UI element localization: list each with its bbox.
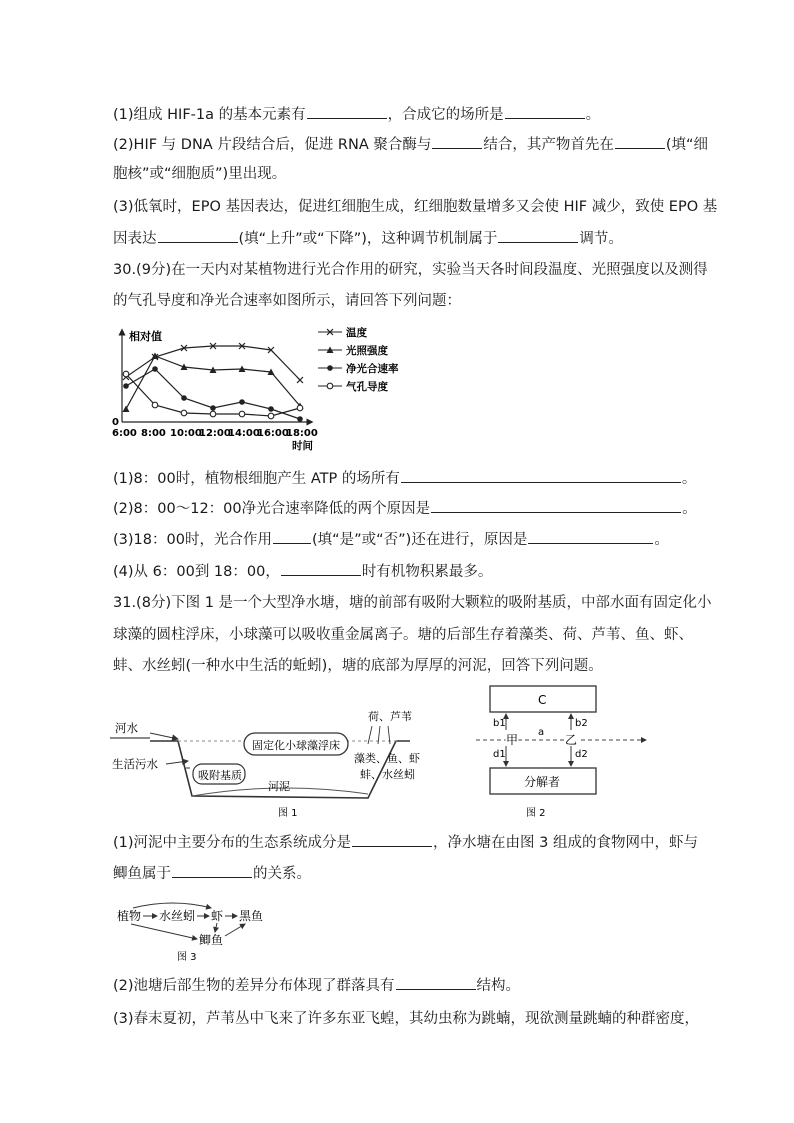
q31-sub1-cont: 鲫鱼属于 的关系。 bbox=[113, 863, 311, 884]
q31-sub3: (3)春末夏初，芦苇丛中飞来了许多东亚飞蝗，其幼虫称为跳蝻，现欲测量跳蝻的种群密度， bbox=[113, 1011, 700, 1027]
node-jia: 甲 bbox=[506, 733, 519, 747]
q31-sub2: (2)池塘后部生物的差异分布体现了群落具有 结构。 bbox=[113, 975, 520, 996]
x-axis-label: 时间 bbox=[292, 440, 313, 452]
answer-blank[interactable] bbox=[172, 863, 252, 878]
q30-sub4: (4)从 6：00到 18：00， 时有机物积累最多。 bbox=[113, 561, 492, 582]
q29-part3: (3)低氧时，EPO 基因表达，促进红细胞生成，红细胞数量增多又会使 HIF 减少，致使 EPO 基 bbox=[113, 199, 718, 215]
node-shrimp: 虾 bbox=[211, 909, 224, 923]
data-point bbox=[123, 406, 130, 413]
y-axis-label: 相对值 bbox=[129, 330, 162, 343]
answer-blank[interactable] bbox=[281, 561, 361, 576]
answer-blank[interactable] bbox=[432, 134, 482, 149]
answer-blank[interactable] bbox=[307, 104, 387, 119]
data-point bbox=[210, 411, 216, 417]
figure1-caption: 图 1 bbox=[278, 808, 298, 819]
box-c-label: C bbox=[538, 693, 547, 707]
q30-sub1: (1)8：00时，植物根细胞产生 ATP 的场所有 。 bbox=[113, 468, 696, 489]
answer-blank[interactable] bbox=[396, 975, 476, 990]
decomposer-label: 分解者 bbox=[524, 775, 561, 789]
q29-part2-cont: 胞核”或“细胞质”)里出现。 bbox=[113, 166, 287, 182]
worm-label: 蚌、水丝蚓 bbox=[360, 768, 415, 781]
label-d1: d1 bbox=[493, 749, 506, 760]
x-tick-label: 6:00 bbox=[112, 428, 137, 439]
label-d2: d2 bbox=[575, 749, 588, 760]
data-point bbox=[181, 410, 187, 416]
data-point bbox=[268, 413, 274, 419]
figure2-energy-diagram bbox=[476, 684, 676, 821]
node-plant: 植物 bbox=[117, 909, 142, 923]
data-point bbox=[297, 405, 303, 411]
figure3-caption: 图 3 bbox=[177, 952, 197, 962]
mud-label: 河泥 bbox=[268, 780, 290, 793]
q29-part1: (1)组成 HIF-1a 的基本元素有 ，合成它的场所是 。 bbox=[113, 104, 600, 125]
data-point bbox=[152, 402, 158, 408]
q31-intro: 31.(8分)下图 1 是一个大型净水塘，塘的前部有吸附大颗粒的吸附基质，中部水面有固定化小 bbox=[113, 595, 712, 611]
data-point bbox=[239, 399, 245, 405]
legend-label: 光照强度 bbox=[346, 345, 388, 357]
q30-intro-cont: 的气孔导度和净光合速率如图所示，请回答下列问题： bbox=[113, 293, 461, 309]
answer-blank[interactable] bbox=[498, 228, 578, 243]
photosynthesis-line-chart bbox=[112, 318, 418, 454]
answer-blank[interactable] bbox=[401, 468, 681, 483]
data-point bbox=[181, 395, 187, 401]
legend-marker bbox=[327, 365, 333, 371]
river-water-label: 河水 bbox=[115, 721, 138, 735]
data-point bbox=[123, 383, 129, 389]
q31-intro-cont: 球藻的圆柱浮床，小球藻可以吸收重金属离子。塘的后部生存着藻类、荷、芦苇、鱼、虾、 bbox=[113, 627, 693, 643]
label-b1: b1 bbox=[493, 718, 506, 729]
q29-part2: (2)HIF 与 DNA 片段结合后，促进 RNA 聚合酶与 结合，其产物首先在 (填“细 bbox=[113, 134, 708, 155]
q31-sub1: (1)河泥中主要分布的生态系统成分是 ，净水塘在由图 3 组成的食物网中，虾与 bbox=[113, 832, 698, 853]
data-point bbox=[297, 377, 303, 383]
x-tick-label: 10:00 bbox=[170, 428, 202, 439]
data-point bbox=[152, 366, 158, 372]
figure2-caption: 图 2 bbox=[526, 808, 546, 819]
q30-intro: 30.(9分)在一天内对某植物进行光合作用的研究，实验当天各时间段温度、光照强度以及测得 bbox=[113, 262, 708, 278]
sewage-label: 生活污水 bbox=[112, 757, 158, 771]
data-point bbox=[123, 371, 129, 377]
q30-sub3: (3)18：00时，光合作用 (填“是”或“否”)还在进行，原因是 。 bbox=[113, 529, 669, 550]
algae-label: 藻类、鱼、虾 bbox=[354, 752, 420, 765]
figure1-pond-diagram bbox=[110, 686, 440, 821]
answer-blank[interactable] bbox=[352, 832, 432, 847]
legend-label: 净光合速率 bbox=[346, 363, 399, 375]
data-point bbox=[268, 406, 274, 412]
float-bed-label: 固定化小球藻浮床 bbox=[252, 739, 340, 752]
legend-label: 气孔导度 bbox=[346, 381, 388, 393]
y-origin-label: 0 bbox=[112, 417, 119, 428]
node-fish-crucian: 鲫鱼 bbox=[199, 933, 224, 947]
answer-blank[interactable] bbox=[273, 529, 311, 544]
answer-blank[interactable] bbox=[505, 104, 585, 119]
node-worm: 水丝蚓 bbox=[159, 909, 196, 923]
x-tick-label: 18:00 bbox=[286, 428, 318, 439]
legend-marker bbox=[327, 383, 333, 389]
figure3-food-web bbox=[113, 898, 283, 962]
arrow-a-label: a bbox=[538, 727, 545, 738]
q30-sub2: (2)8：00～12：00净光合速率降低的两个原因是 。 bbox=[113, 498, 697, 519]
label-b2: b2 bbox=[575, 718, 588, 729]
q31-intro-cont2: 蚌、水丝蚓(一种水中生活的蚯蚓)，塘的底部为厚厚的河泥，回答下列问题。 bbox=[113, 658, 603, 674]
answer-blank[interactable] bbox=[158, 228, 238, 243]
answer-blank[interactable] bbox=[615, 134, 665, 149]
node-yi: 乙 bbox=[565, 733, 578, 747]
answer-blank[interactable] bbox=[431, 498, 681, 513]
data-point bbox=[297, 416, 303, 422]
x-tick-label: 16:00 bbox=[257, 428, 289, 439]
answer-blank[interactable] bbox=[528, 529, 653, 544]
node-fish-black: 黑鱼 bbox=[239, 909, 264, 923]
data-point bbox=[239, 411, 245, 417]
q29-part3-cont: 因表达 (填“上升”或“下降”)，这种调节机制属于 调节。 bbox=[113, 228, 623, 249]
lotus-label: 荷、芦苇 bbox=[368, 710, 412, 723]
x-tick-label: 8:00 bbox=[141, 428, 166, 439]
legend-label: 温度 bbox=[346, 327, 367, 339]
adsorb-base-label: 吸附基质 bbox=[198, 769, 242, 782]
x-tick-label: 12:00 bbox=[199, 428, 231, 439]
x-tick-label: 14:00 bbox=[228, 428, 260, 439]
data-point bbox=[210, 405, 216, 411]
